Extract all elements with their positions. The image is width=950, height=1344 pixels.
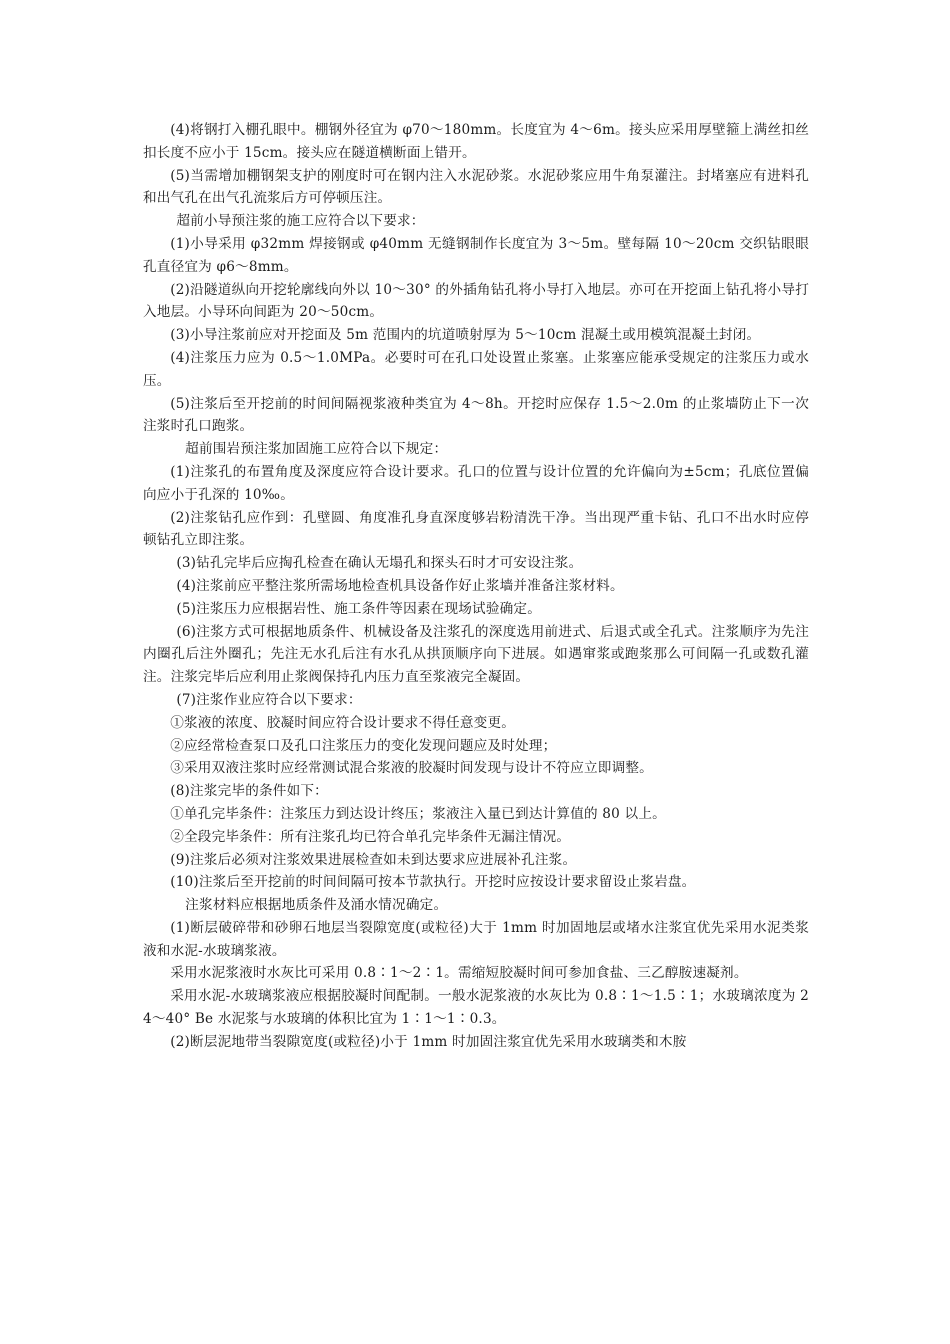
list-item: ①单孔完毕条件：注浆压力到达设计终压；浆液注入量已到达计算值的 80 以上。 [170,805,666,822]
paragraph: (4)注浆压力应为 0.5～1.0MPa。必要时可在孔口处设置止浆塞。止浆塞应能承受规定的注浆压力或水压。 [143,349,809,389]
paragraph: (3)小导注浆前应对开挖面及 5m 范围内的坑道喷射厚为 5～10cm 混凝土或用模筑混凝土封闭。 [170,327,761,344]
paragraph: (1)小导采用 φ32mm 焊接钢或 φ40mm 无缝钢制作长度宜为 3～5m。壁每隔 10～20cm 交织钻眼眼孔直径宜为 φ6～8mm。 [143,235,809,275]
list-item: ①浆液的浓度、胶凝时间应符合设计要求不得任意变更。 [170,714,516,731]
paragraph: (1)注浆孔的布置角度及深度应符合设计要求。孔口的位置与设计位置的允许偏向为±5cm；孔底位置偏向应小于孔深的 10‰。 [143,463,809,503]
section-heading: 注浆材料应根据地质条件及涌水情况确定。 [185,897,448,914]
list-item: ②全段完毕条件：所有注浆孔均已符合单孔完毕条件无漏注情况。 [170,828,571,845]
paragraph: (8)注浆完毕的条件如下： [170,783,328,800]
document-body [143,119,809,1054]
paragraph: (6)注浆方式可根据地质条件、机械设备及注浆孔的深度选用前进式、后退式或全孔式。注浆顺序为先注内圈孔后注外圈孔；先注无水孔后注有水孔从拱顶顺序向下进展。如遇窜浆或跑浆那么可间隔一孔或数孔灌注。注浆完毕后应利用止浆阀保持孔内压力直至浆液完全凝固。 [143,623,809,686]
paragraph: (2)沿隧道纵向开挖轮廓线向外以 10～30° 的外插角钻孔将小导打入地层。亦可在开挖面上钻孔将小导打入地层。小导环向间距为 20～50cm。 [143,281,809,321]
paragraph: 采用水泥-水玻璃浆液应根据胶凝时间配制。一般水泥浆液的水灰比为 0.8∶1～1.5∶1；水玻璃浓度为 24～40° Be 水泥浆与水玻璃的体积比宜为 1∶1～1∶0.3。 [143,988,809,1028]
paragraph: (5)注浆压力应根据岩性、施工条件等因素在现场试验确定。 [176,600,542,617]
paragraph: (5)当需增加棚钢架支护的刚度时可在钢内注入水泥砂浆。水泥砂浆应用牛角泵灌注。封堵塞应有进料孔和出气孔在出气孔流浆后方可停顿压注。 [143,167,809,207]
paragraph: (1)断层破碎带和砂卵石地层当裂隙宽度(或粒径)大于 1mm 时加固地层或堵水注浆宜优先采用水泥类浆液和水泥-水玻璃浆液。 [143,919,809,959]
paragraph: (5)注浆后至开挖前的时间间隔视浆液种类宜为 4～8h。开挖时应保存 1.5～2.0m 的止浆墙防止下一次注浆时孔口跑浆。 [143,395,809,435]
paragraph: (4)将钢打入棚孔眼中。棚钢外径宜为 φ70～180mm。长度宜为 4～6m。接头应采用厚壁箍上满丝扣丝扣长度不应小于 15cm。接头应在隧道横断面上错开。 [143,122,809,161]
section-heading: 超前小导预注浆的施工应符合以下要求： [176,213,425,230]
list-item: ②应经常检查泵口及孔口注浆压力的变化发现问题应及时处理； [170,737,557,754]
list-item: ③采用双液注浆时应经常测试混合浆液的胶凝时间发现与设计不符应立即调整。 [170,760,653,777]
paragraph: (7)注浆作业应符合以下要求： [176,691,362,708]
paragraph: (2)断层泥地带当裂隙宽度(或粒径)小于 1mm 时加固注浆宜优先采用水玻璃类和木胺 [170,1033,687,1050]
section-heading: 超前围岩预注浆加固施工应符合以下规定： [185,441,448,458]
paragraph: 采用水泥浆液时水灰比可采用 0.8∶1～2∶1。需缩短胶凝时间可参加食盐、三乙醇胺速凝剂。 [170,965,748,982]
paragraph: (3)钻孔完毕后应掏孔检查在确认无塌孔和探头石时才可安设注浆。 [176,555,583,572]
paragraph: (4)注浆前应平整注浆所需场地检查机具设备作好止浆墙并准备注浆材料。 [176,577,624,594]
paragraph: (2)注浆钻孔应作到：孔壁圆、角度准孔身直深度够岩粉清洗干净。当出现严重卡钻、孔口不出水时应停顿钻孔立即注浆。 [143,509,809,549]
paragraph: (9)注浆后必须对注浆效果进展检查如未到达要求应进展补孔注浆。 [170,851,577,868]
paragraph: (10)注浆后至开挖前的时间间隔可按本节款执行。开挖时应按设计要求留设止浆岩盘。 [170,874,696,891]
